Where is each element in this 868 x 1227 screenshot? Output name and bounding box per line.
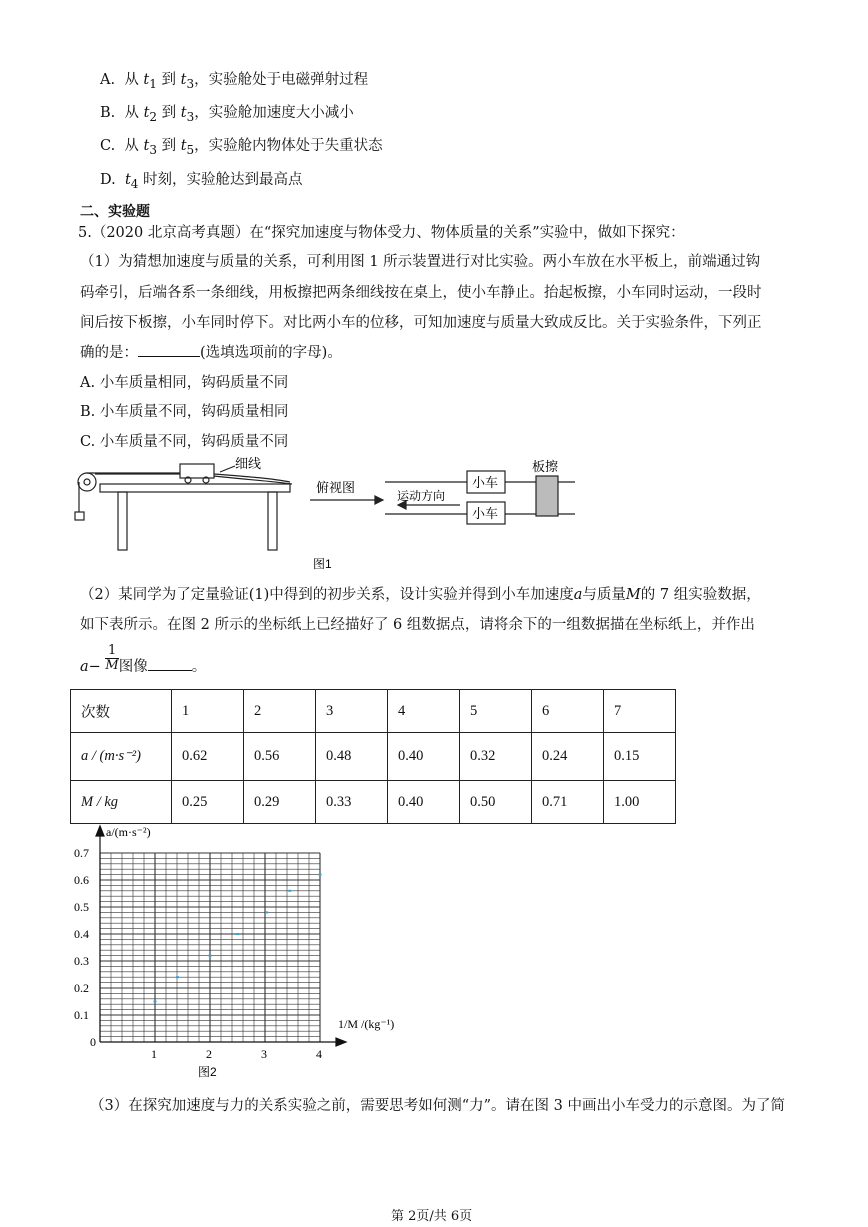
- x-tick-label: 4: [316, 1047, 322, 1061]
- q5-p1-line: 码牵引，后端各系一条细线，用板擦把两条细线按在桌上，使小车静止。抬起板擦，小车同时运动，一段时: [80, 285, 762, 301]
- y-tick-label: 0.1: [74, 1008, 89, 1022]
- data-point: [176, 976, 179, 978]
- y-tick-label: 0: [90, 1035, 96, 1049]
- q5-option-c: C. 小车质量不同，钩码质量不同: [80, 434, 289, 450]
- hook-weight-icon: [75, 512, 84, 520]
- page-footer: 第 2页/共 6页: [391, 1209, 473, 1224]
- x-axis-label: 1/M /(kg⁻¹): [338, 1017, 395, 1031]
- fig2-caption: 图2: [198, 1065, 217, 1079]
- table-top: [100, 484, 290, 492]
- q5-p2-line3: a− $\frac{1}{M}$ 图像 。: [80, 643, 207, 675]
- q5-p1-line: 间后按下板擦，小车同时停下。对比两小车的位移，可知加速度与质量大致成反比。关于实验条件，下列正: [80, 315, 762, 331]
- car-label-2: 小车: [472, 506, 499, 521]
- data-table: [70, 689, 676, 824]
- data-point: [236, 933, 239, 935]
- y-tick-label: 0.3: [74, 954, 89, 968]
- section-title: 二、实验题: [80, 204, 150, 220]
- q5-p2-line1: （2）某同学为了定量验证(1)中得到的初步关系，设计实验并得到小车加速度a与质量M的 7 组实验数据，: [80, 587, 761, 603]
- fig1-caption: 图1: [313, 557, 332, 571]
- eraser-label: 板擦: [532, 459, 559, 474]
- figure-1: [70, 452, 590, 577]
- thread-label: 细线: [235, 456, 262, 471]
- pulley-icon: [78, 473, 96, 491]
- data-point: [265, 911, 268, 913]
- option-c: C. 从 $t_3$ 到 $t_5$，实验舱内物体处于失重状态: [100, 138, 383, 157]
- option-d: D. $t_4$ 时刻，实验舱达到最高点: [100, 172, 303, 191]
- data-point: [209, 955, 212, 957]
- option-a: A. 从 $t_1$ 到 $t_3$，实验舱处于电磁弹射过程: [100, 72, 369, 91]
- answer-blank[interactable]: [138, 344, 200, 357]
- table-row: a / (m·s⁻²) 0.62 0.56 0.48 0.40 0.32 0.24 0.15: [71, 733, 676, 781]
- q5-p3-line: （3）在探究加速度与力的关系实验之前，需要思考如何测“力”。请在图 3 中画出小车受力的示意图。为了简: [90, 1098, 785, 1114]
- data-point: [319, 874, 322, 876]
- y-tick-label: 0.4: [74, 927, 89, 941]
- y-tick-label: 0.7: [74, 846, 89, 860]
- y-tick-label: 0.5: [74, 900, 89, 914]
- row-a-label: a / (m·s⁻²): [71, 733, 172, 781]
- direction-label: 运动方向: [397, 489, 446, 503]
- data-point: [154, 1001, 157, 1003]
- data-point: [288, 890, 291, 892]
- answer-blank-2[interactable]: [148, 658, 192, 671]
- x-tick-label: 3: [261, 1047, 267, 1061]
- y-tick-label: 0.6: [74, 873, 89, 887]
- x-tick-label: 2: [206, 1047, 212, 1061]
- car-side-icon: [180, 464, 214, 478]
- car-label-1: 小车: [472, 475, 499, 490]
- q5-p2-line2: 如下表所示。在图 2 所示的坐标纸上已经描好了 6 组数据点，请将余下的一组数据描在坐标纸上，并作出: [80, 617, 755, 633]
- table-row: 次数 1 2 3 4 5 6 7: [71, 690, 676, 733]
- q5-intro: 5.（2020 北京高考真题）在“探究加速度与物体受力、物体质量的关系”实验中，做如下探究：: [78, 225, 685, 241]
- q5-option-a: A. 小车质量相同，钩码质量不同: [80, 375, 289, 391]
- figure-2-chart: [70, 822, 400, 1084]
- q5-option-b: B. 小车质量不同，钩码质量相同: [80, 404, 289, 420]
- y-tick-label: 0.2: [74, 981, 89, 995]
- x-tick-label: 1: [151, 1047, 157, 1061]
- eraser-icon: [536, 476, 558, 516]
- table-row: M / kg 0.25 0.29 0.33 0.40 0.50 0.71 1.00: [71, 781, 676, 824]
- q5-p1-last: 确的是： (选填选项前的字母)。: [80, 345, 342, 361]
- q5-p1-line: （1）为猜想加速度与质量的关系，可利用图 1 所示装置进行对比实验。两小车放在水平板上，前端通过钩: [80, 254, 761, 270]
- option-b: B. 从 $t_2$ 到 $t_3$，实验舱加速度大小减小: [100, 105, 354, 124]
- header-label: 次数: [71, 690, 172, 733]
- view-label: 俯视图: [316, 480, 356, 495]
- y-axis-label: a/(m·s⁻²): [106, 825, 151, 839]
- row-M-label: M / kg: [71, 781, 172, 824]
